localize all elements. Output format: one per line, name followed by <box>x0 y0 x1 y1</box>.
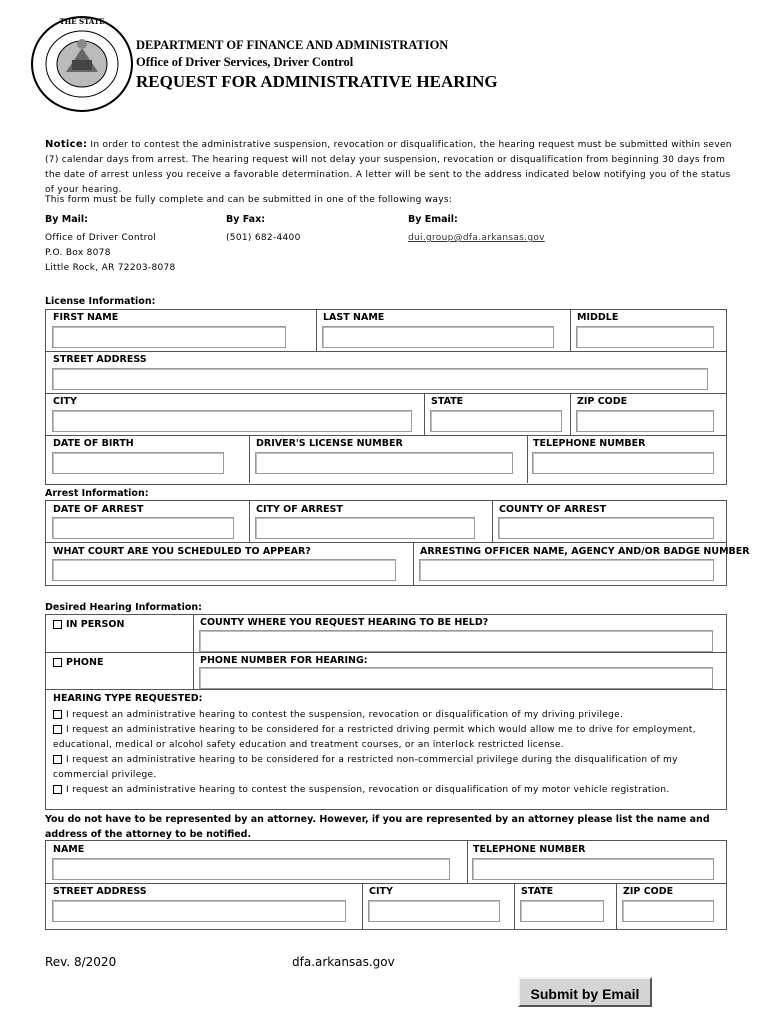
attorney-name-label: NAME <box>53 844 85 855</box>
revision-date: Rev. 8/2020 <box>45 955 117 969</box>
attorney-state-field[interactable] <box>520 900 604 922</box>
state-label: STATE <box>431 396 464 407</box>
attorney-phone-field[interactable] <box>472 858 714 880</box>
last-name-label: LAST NAME <box>323 312 385 323</box>
hearing-option-3-text: I request an administrative hearing to be considered for a restricted non-commercial privilege during the disqualification of my commercial privilege. <box>53 755 678 780</box>
county-of-arrest-label: COUNTY OF ARREST <box>499 504 607 515</box>
hearing-option-4-checkbox[interactable] <box>53 785 62 794</box>
drivers-license-number-field[interactable] <box>255 452 513 474</box>
attorney-city-field[interactable] <box>368 900 500 922</box>
city-of-arrest-field[interactable] <box>255 517 475 539</box>
first-name-label: FIRST NAME <box>53 312 119 323</box>
department-name: DEPARTMENT OF FINANCE AND ADMINISTRATION <box>136 38 449 52</box>
hearing-option-3[interactable] <box>53 753 718 783</box>
svg-text:THE STATE: THE STATE <box>59 17 105 26</box>
hearing-option-1-text: I request an administrative hearing to contest the suspension, revocation or disqualification of my driving privilege. <box>66 710 624 720</box>
in-person-option[interactable] <box>53 619 124 630</box>
street-address-field[interactable] <box>52 368 708 390</box>
attorney-phone-label: TELEPHONE NUMBER <box>473 844 586 855</box>
arrest-section-title: Arrest Information: <box>45 488 149 499</box>
state-field[interactable] <box>430 410 562 432</box>
notice-text: In order to contest the administrative suspension, revocation or disqualification, the hearing request must be submitted within seven (7) calendar days from arrest. The hearing request will not delay your suspension, revocation or disqualification from beginning 30 days from the date of arrest unless you receive a favorable determination. A letter will be sent to the address indicated below notifying you of the status of your hearing. <box>45 140 732 195</box>
first-name-field[interactable] <box>52 326 286 348</box>
telephone-number-label: TELEPHONE NUMBER <box>533 438 646 449</box>
hearing-option-1[interactable] <box>53 708 718 723</box>
hearing-option-4-text: I request an administrative hearing to contest the suspension, revocation or disqualification of my motor vehicle registration. <box>66 785 670 795</box>
court-label: WHAT COURT ARE YOU SCHEDULED TO APPEAR? <box>53 546 311 557</box>
license-section-title: License Information: <box>45 296 156 307</box>
date-of-arrest-field[interactable] <box>52 517 234 539</box>
notice-label: Notice: <box>45 139 88 150</box>
form-title: REQUEST FOR ADMINISTRATIVE HEARING <box>136 72 498 91</box>
hearing-section-title: Desired Hearing Information: <box>45 602 202 613</box>
zip-code-field[interactable] <box>576 410 714 432</box>
mail-address-line1: Office of Driver Control <box>45 233 157 243</box>
hearing-option-3-checkbox[interactable] <box>53 755 62 764</box>
hearing-option-4[interactable] <box>53 783 718 798</box>
mail-label: By Mail: <box>45 214 88 225</box>
drivers-license-number-label: DRIVER'S LICENSE NUMBER <box>256 438 403 449</box>
city-of-arrest-label: CITY OF ARREST <box>256 504 343 515</box>
arresting-officer-label: ARRESTING OFFICER NAME, AGENCY AND/OR BADGE NUMBER <box>420 546 750 557</box>
attorney-zip-label: ZIP CODE <box>623 886 674 897</box>
middle-label: MIDDLE <box>577 312 619 323</box>
arresting-officer-field[interactable] <box>419 559 714 581</box>
city-label: CITY <box>53 396 77 407</box>
in-person-label: IN PERSON <box>66 619 125 630</box>
phone-label: PHONE <box>66 657 104 668</box>
court-field[interactable] <box>52 559 396 581</box>
date-of-birth-field[interactable] <box>52 452 224 474</box>
footer-website: dfa.arkansas.gov <box>292 955 395 969</box>
hearing-county-label: COUNTY WHERE YOU REQUEST HEARING TO BE HELD? <box>200 617 489 628</box>
hearing-phone-label: PHONE NUMBER FOR HEARING: <box>200 655 368 666</box>
attorney-street-field[interactable] <box>52 900 346 922</box>
email-link[interactable]: dui.group@dfa.arkansas.gov <box>408 233 545 243</box>
submit-intro: This form must be fully complete and can be submitted in one of the following ways: <box>45 195 453 205</box>
state-seal <box>28 14 136 114</box>
date-of-birth-label: DATE OF BIRTH <box>53 438 134 449</box>
hearing-option-2-text: I request an administrative hearing to be considered for a restricted driving permit which would allow me to drive for employment, educational, medical or alcohol safety education and treatment courses, or an interlock restricted license. <box>53 725 696 750</box>
hearing-type-label: HEARING TYPE REQUESTED: <box>53 693 203 704</box>
mail-address-line3: Little Rock, AR 72203-8078 <box>45 263 176 273</box>
fax-number: (501) 682-4400 <box>226 233 301 243</box>
attorney-state-label: STATE <box>521 886 554 897</box>
attorney-city-label: CITY <box>369 886 393 897</box>
phone-option[interactable] <box>53 657 103 668</box>
last-name-field[interactable] <box>322 326 554 348</box>
attorney-zip-field[interactable] <box>622 900 714 922</box>
mail-address-line2: P.O. Box 8078 <box>45 248 111 258</box>
submit-by-email-button[interactable]: Submit by Email <box>518 977 652 1007</box>
email-label: By Email: <box>408 214 458 225</box>
attorney-note: You do not have to be represented by an attorney. However, if you are represented by an attorney please list the name and address of the attorney to be notified. <box>45 814 710 840</box>
hearing-phone-field[interactable] <box>199 667 713 689</box>
hearing-option-2[interactable] <box>53 723 718 753</box>
middle-field[interactable] <box>576 326 714 348</box>
hearing-option-1-checkbox[interactable] <box>53 710 62 719</box>
attorney-name-field[interactable] <box>52 858 450 880</box>
hearing-option-2-checkbox[interactable] <box>53 725 62 734</box>
fax-label: By Fax: <box>226 214 266 225</box>
notice-paragraph <box>45 137 735 198</box>
street-address-label: STREET ADDRESS <box>53 354 147 365</box>
hearing-county-field[interactable] <box>199 630 713 652</box>
telephone-number-field[interactable] <box>532 452 714 474</box>
city-field[interactable] <box>52 410 412 432</box>
zip-code-label: ZIP CODE <box>577 396 628 407</box>
office-name: Office of Driver Services, Driver Control <box>136 55 354 69</box>
phone-checkbox[interactable] <box>53 658 62 667</box>
county-of-arrest-field[interactable] <box>498 517 714 539</box>
in-person-checkbox[interactable] <box>53 620 62 629</box>
date-of-arrest-label: DATE OF ARREST <box>53 504 144 515</box>
attorney-street-label: STREET ADDRESS <box>53 886 147 897</box>
